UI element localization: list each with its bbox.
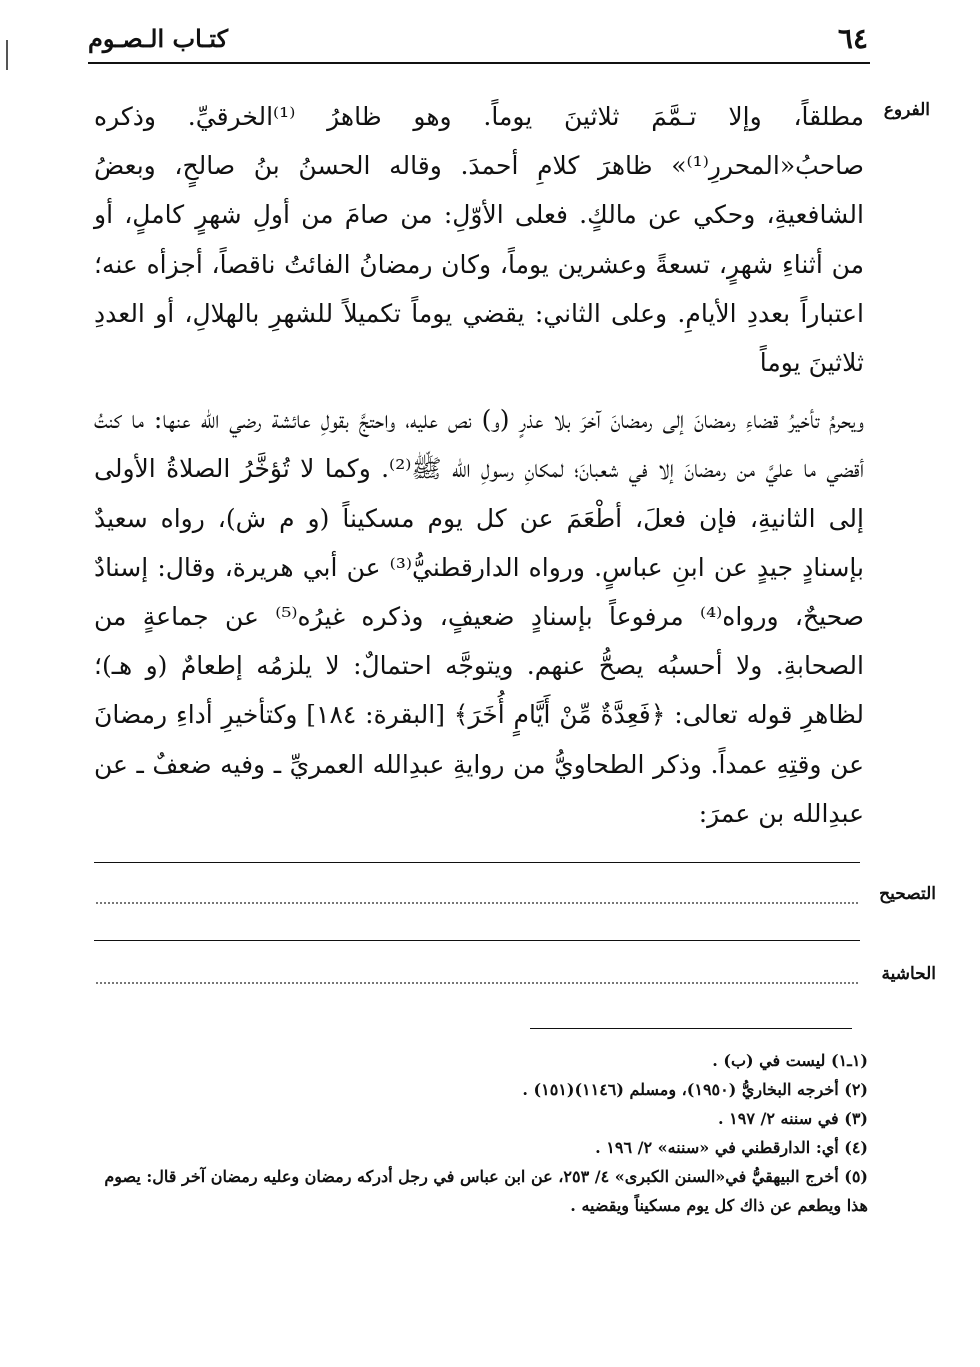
footnote-4: (٤) أي: الدارقطني في «سننه» ٢/ ١٩٦ . bbox=[595, 1138, 868, 1157]
tashih-top-rule bbox=[94, 862, 860, 863]
margin-label-tashih: التصحيح bbox=[879, 884, 936, 904]
page-edge-mark bbox=[6, 40, 8, 70]
footnote-5: (٥) أخرج البيهقيُّ في«السنن الكبرى» ٤/ ٢٥٣، عن ابن عباس في رجل أدركه رمضان وعليه رمضان آخر قال: يصوم هذا ويطعم عن ذاك كل يوم مسكيناً ويقضيه . bbox=[104, 1167, 868, 1215]
margin-label-hashiya: الحاشية bbox=[881, 964, 936, 984]
footnote-2: (٢) أخرجه البخاريُّ (١٩٥٠)، ومسلم (١١٤٦)(١٥١) . bbox=[522, 1080, 868, 1099]
footnote-1: (١ـ١) ليست في (ب) . bbox=[712, 1051, 868, 1070]
paragraph-1: مطلقاً، وإلا تـمَّمَ ثلاثينَ يوماً. وهو ظاهرُ ⁽¹⁾الخرقيِّ. وذكره صاحبُ«المحررِ⁽¹⁾» ظاهرَ كلامِ أحمدَ. وقاله الحسنُ بنُ صالحٍ، وبعضُ الشافعيةِ، وحكي عن مالكٍ. فعلى الأوّلِ: من صامَ من أولِ شهرٍ كاملٍ، أو من أثناءِ شهرٍ، تسعةً وعشرين يوماً، وكان رمضانُ الفائتُ ناقصاً، أجزأه عنه؛ اعتباراً بعددِ الأيامِ. وعلى الثاني: يقضي يوماً تكميلاً للشهرِ بالهلالِ، أو العددِ ثلاثينَ يوماً bbox=[94, 102, 864, 378]
footnotes bbox=[90, 1046, 868, 1220]
running-title: كتـاب الـصـوم bbox=[88, 24, 229, 53]
footnote-separator bbox=[530, 1028, 852, 1029]
page-header bbox=[88, 22, 868, 66]
page-number: ٦٤ bbox=[837, 22, 868, 55]
footnote-3: (٣) في سننه ٢/ ١٩٧ . bbox=[717, 1109, 868, 1128]
main-text bbox=[94, 92, 864, 838]
tashih-dotted-line bbox=[96, 902, 858, 904]
header-rule bbox=[88, 62, 870, 64]
margin-label-furu: الفروع bbox=[883, 100, 930, 120]
hashiya-dotted-line bbox=[96, 982, 858, 984]
paragraph-2: ويحرمُ تأخيرُ قضاءِ رمضانَ إلى رمضانَ آخرَ بلا عذرٍ (و) نص عليه، واحتجَّ بقولِ عائشة رضي الله عنها: ما كنتُ أقضي ما عليَّ من رمضانَ إلا في شعبانَ؛ لمكانِ رسولِ الله ﷺ⁽²⁾. وكما لا تُؤخَّرُ الصلاةُ الأولى إلى الثانيةِ، فإن فعلَ، أطْعَمَ عن كل يوم مسكيناً (و م ش)، رواه سعيدٌ بإسنادٍ جيدٍ عن ابنِ عباسٍ. ورواه الدارقطنيُّ⁽³⁾ عن أبي هريرة، وقال: إسنادٌ صحيحٌ، ورواه⁽⁴⁾ مرفوعاً بإسنادٍ ضعيفٍ، وذكره غيرُه⁽⁵⁾ عن جماعةٍ من الصحابةِ. ولا أحسبُه يصحُّ عنهم. ويتوجَّه احتمالٌ: لا يلزمُه إطعامٌ (و هـ)؛ لظاهرِ قوله تعالى: ﴿فَعِدَّةٌ مِّنْ أَيَّامٍ أُخَرَ﴾ [البقرة: ١٨٤] وكتأخيرِ أداءِ رمضانَ عن وقتِهِ عمداً. وذكر الطحاويُّ من روايةِ عبدِالله العمريِّ ـ وفيه ضعفٌ ـ عن عبدِالله بن عمرَ: bbox=[94, 405, 865, 828]
hashiya-top-rule bbox=[94, 940, 860, 941]
